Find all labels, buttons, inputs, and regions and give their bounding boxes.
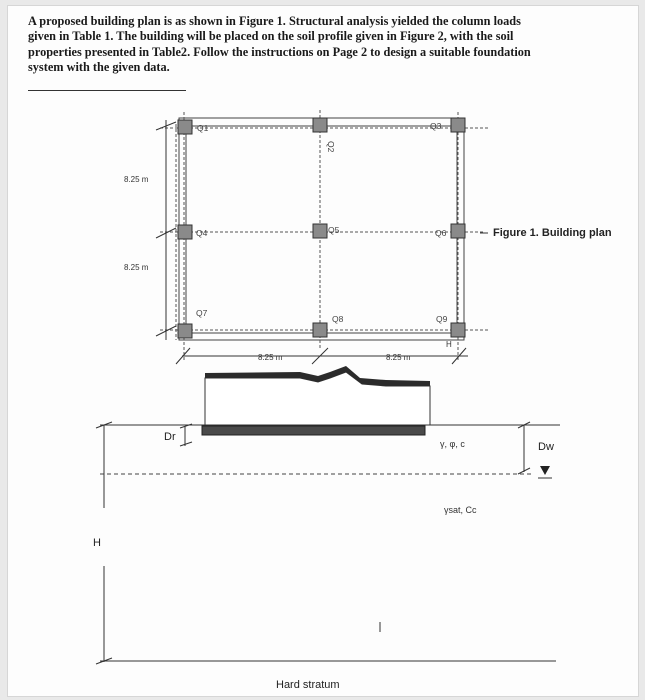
hard-stratum-label: Hard stratum: [276, 679, 340, 691]
label-q2: Q2: [326, 141, 336, 153]
label-q8: Q8: [332, 314, 344, 324]
label-q9: Q9: [436, 314, 448, 324]
label-q1: Q1: [197, 123, 209, 133]
figure-1-caption: Figure 1. Building plan: [493, 227, 612, 239]
intro-line-3: properties presented in Table2. Follow the instructions on Page 2 to design a suitable foundation: [28, 44, 531, 59]
df-tick-bottom: [180, 442, 192, 446]
dw-label: Dw: [538, 441, 554, 453]
column-q1: [178, 120, 192, 134]
plan-columns: [178, 118, 465, 338]
water-table-symbol: [540, 466, 550, 475]
column-q4: [178, 225, 192, 239]
column-q9: [451, 323, 465, 337]
column-q5: [313, 224, 327, 238]
soil-profile: [93, 366, 560, 691]
label-q5: Q5: [328, 225, 340, 235]
intro-line-1: A proposed building plan is as shown in Figure 1. Structural analysis yielded the column loads: [28, 14, 521, 28]
upper-layer-properties: γ, φ, c: [440, 439, 465, 449]
column-q6: [451, 224, 465, 238]
dim-label-bottom-left: 8.25 m: [258, 353, 283, 362]
lower-layer-properties: γsat, Cc: [444, 505, 477, 515]
building-plan: [124, 110, 612, 364]
intro-line-4: system with the given data.: [28, 59, 170, 74]
dim-label-left-top: 8.25 m: [124, 175, 149, 184]
h-label: H: [93, 537, 101, 549]
column-q7: [178, 324, 192, 338]
label-q3: Q3: [430, 121, 442, 131]
foundation-footing: [202, 426, 425, 435]
dim-mark-h: H: [446, 340, 452, 349]
label-q4: Q4: [196, 228, 208, 238]
intro-line-2: given in Table 1. The building will be placed on the soil profile given in Figure 2, with the soil: [28, 29, 514, 44]
df-label: Dr: [164, 431, 176, 443]
label-q7: Q7: [196, 308, 208, 318]
dim-label-bottom-right: 8.25 m: [386, 353, 411, 362]
label-q6: Q6: [435, 228, 447, 238]
column-q3: [451, 118, 465, 132]
column-q2: [313, 118, 327, 132]
dim-label-left-bottom: 8.25 m: [124, 263, 149, 272]
column-q8: [313, 323, 327, 337]
